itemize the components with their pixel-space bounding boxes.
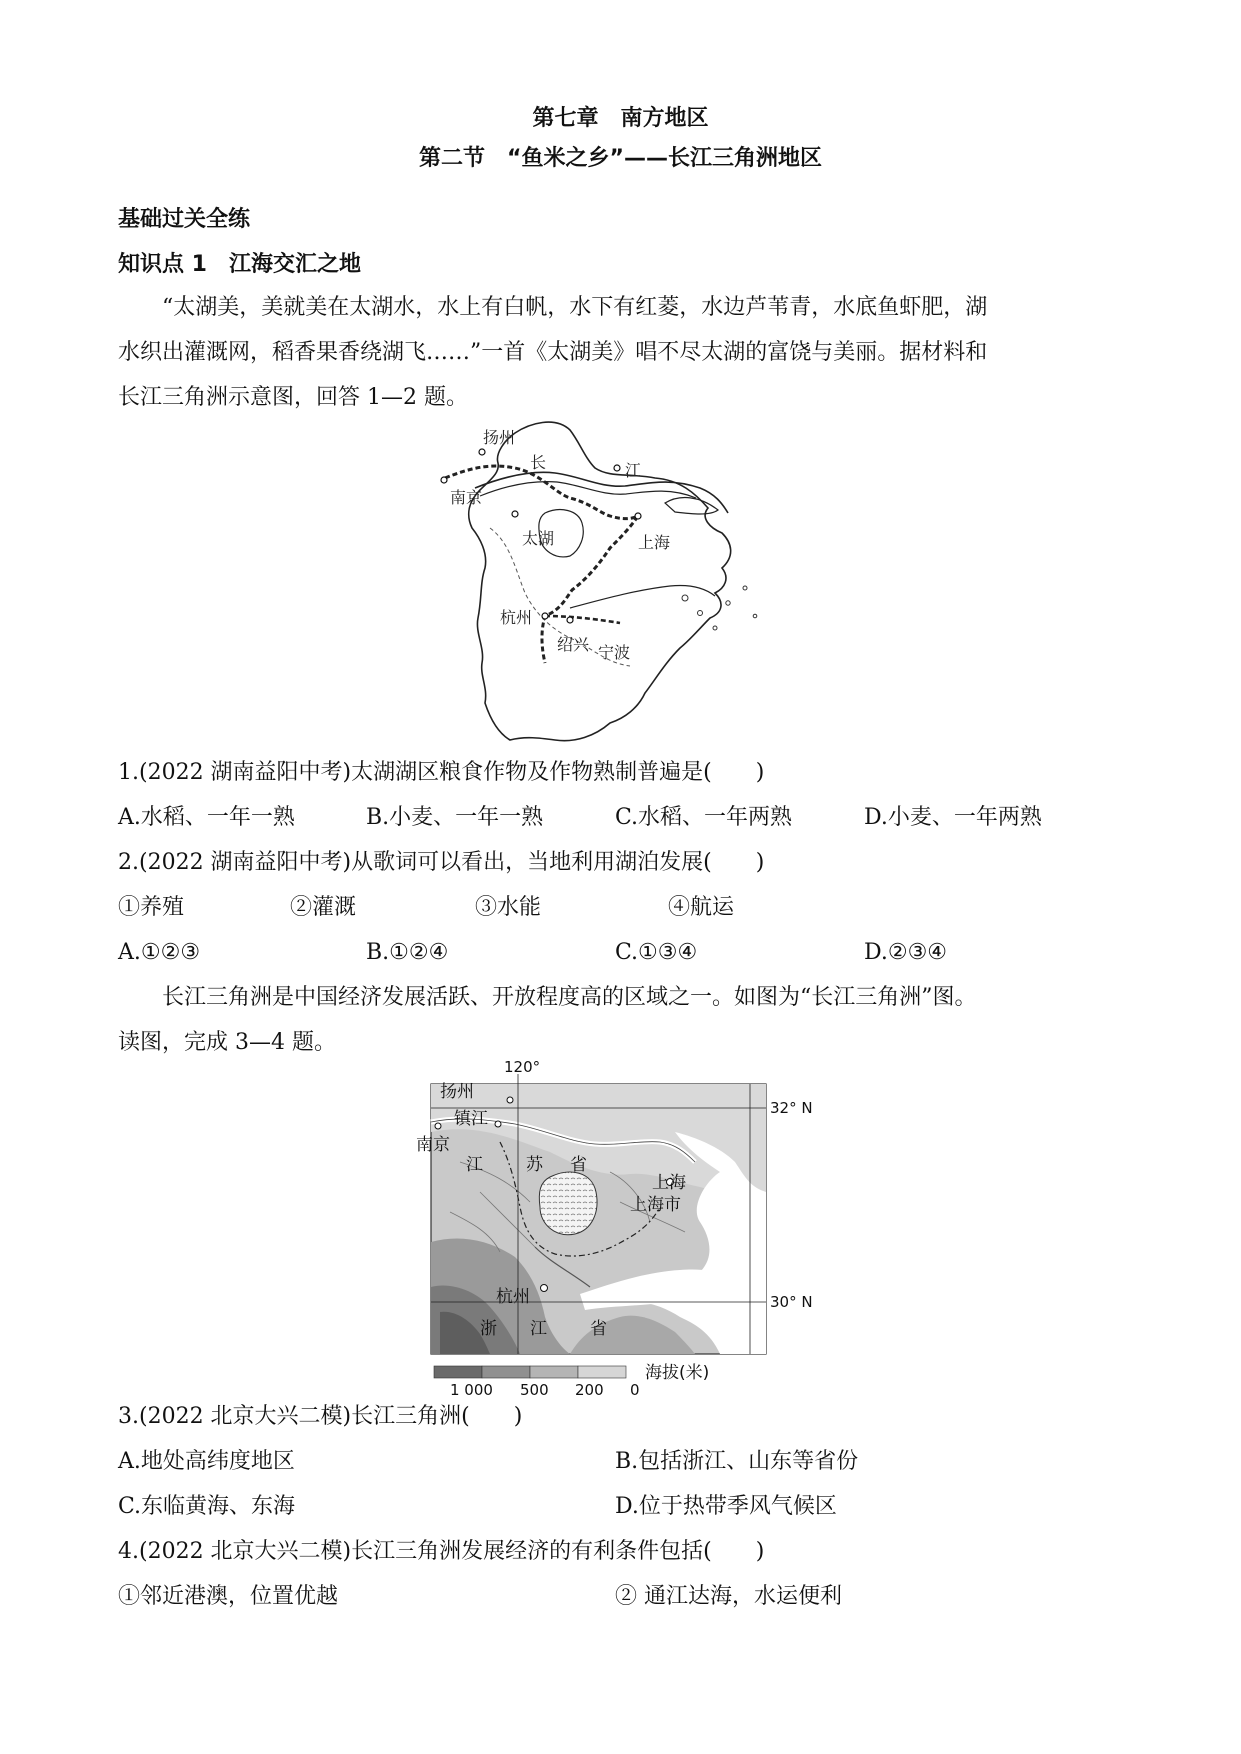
map1-label-shanghai: 上海 <box>638 533 671 552</box>
nanjing-point <box>435 1123 441 1129</box>
q2-item-1: ①养殖 <box>118 895 185 920</box>
map2-label-jiangsu-3: 省 <box>570 1155 587 1175</box>
q4-stem: 4.(2022 北京大兴二模)长江三角洲发展经济的有利条件包括( ) <box>118 1539 765 1564</box>
map2-label-jiangsu-1: 江 <box>466 1155 483 1175</box>
chongming-island <box>665 498 718 514</box>
q3-option-a[interactable]: A.地处高纬度地区 <box>118 1449 295 1474</box>
shaoxing-point <box>567 617 573 623</box>
map2-label-jiangsu-2: 苏 <box>526 1155 543 1175</box>
map2-label-zhejiang-1: 浙 <box>480 1319 497 1339</box>
elevation-legend <box>434 1363 709 1399</box>
material2-line2: 读图，完成 3—4 题。 <box>118 1030 336 1055</box>
taihu-point <box>512 511 518 517</box>
latitude-30n-label: 30° N <box>770 1293 813 1311</box>
q1-option-d[interactable]: D.小麦、一年两熟 <box>864 805 1042 830</box>
q1-option-b[interactable]: B.小麦、一年一熟 <box>366 805 544 830</box>
latitude-32n-label: 32° N <box>770 1099 813 1117</box>
q2-option-b[interactable]: B.①②④ <box>366 940 449 965</box>
zhenjiang-point <box>495 1121 501 1127</box>
map1-label-taihu: 太湖 <box>522 529 555 548</box>
map2-label-nanjing: 南京 <box>416 1135 450 1155</box>
q3-option-c[interactable]: C.东临黄海、东海 <box>118 1494 296 1519</box>
jiang-point <box>614 465 620 471</box>
taihu-lake <box>539 1172 597 1235</box>
legend-swatch-1 <box>434 1366 482 1378</box>
q3-stem: 3.(2022 北京大兴二模)长江三角洲( ) <box>118 1404 523 1429</box>
practice-title: 基础过关全练 <box>118 207 251 232</box>
yangzhou-point <box>507 1097 513 1103</box>
legend-tick-500: 500 <box>520 1381 549 1399</box>
map1-label-hangzhou: 杭州 <box>500 608 533 627</box>
map2-label-yangzhou: 扬州 <box>440 1082 474 1102</box>
shanghai-point <box>635 513 641 519</box>
q4-item-2: ② 通江达海，水运便利 <box>615 1584 842 1609</box>
map1-label-jiang: 江 <box>625 461 642 480</box>
legend-unit: 海拔(米) <box>645 1363 710 1383</box>
material1-line2: 水织出灌溉网，稻香果香绕湖飞……”一首《太湖美》唱不尽太湖的富饶与美丽。据材料和 <box>118 340 988 365</box>
land-outline <box>469 422 731 741</box>
q2-item-2: ②灌溉 <box>290 895 357 920</box>
hangzhou-bay <box>570 585 715 608</box>
map1-label-chang: 长 <box>530 453 547 472</box>
knowledge-point-title: 知识点 1 江海交汇之地 <box>118 252 361 277</box>
q1-option-a[interactable]: A.水稻、一年一熟 <box>118 805 295 830</box>
legend-swatch-3 <box>530 1366 578 1378</box>
section-title: 第二节 “鱼米之乡”——长江三角洲地区 <box>419 146 822 171</box>
q1-stem: 1.(2022 湖南益阳中考)太湖湖区粮食作物及作物熟制普遍是( ) <box>118 760 765 785</box>
yangtze-delta-sketch-map <box>450 418 790 748</box>
legend-tick-200: 200 <box>575 1381 604 1399</box>
material2-line1: 长江三角洲是中国经济发展活跃、开放程度高的区域之一。如图为“长江三角洲”图。 <box>162 985 977 1010</box>
map2-label-shanghai-city: 上海市 <box>630 1195 681 1215</box>
map2-label-shanghai: 上海 <box>652 1173 686 1193</box>
q3-option-d[interactable]: D.位于热带季风气候区 <box>615 1494 837 1519</box>
q4-item-1: ①邻近港澳，位置优越 <box>118 1584 339 1609</box>
legend-swatch-2 <box>482 1366 530 1378</box>
q2-option-c[interactable]: C.①③④ <box>615 940 698 965</box>
yangzhou-point <box>479 449 485 455</box>
chapter-title: 第七章 南方地区 <box>532 106 709 131</box>
legend-swatch-4 <box>578 1366 626 1378</box>
map2-label-zhenjiang: 镇江 <box>454 1109 488 1129</box>
yangtze-delta-elevation-map <box>416 1058 820 1399</box>
nanjing-point <box>441 477 447 483</box>
map1-label-ningbo: 宁波 <box>598 643 631 662</box>
map2-label-zhejiang-2: 江 <box>530 1319 547 1339</box>
longitude-120-label: 120° <box>504 1058 541 1076</box>
map1-label-yangzhou: 扬州 <box>483 428 516 447</box>
q2-item-3: ③水能 <box>475 895 542 920</box>
q2-stem: 2.(2022 湖南益阳中考)从歌词可以看出，当地利用湖泊发展( ) <box>118 850 765 875</box>
map1-label-shaoxing: 绍兴 <box>557 635 590 654</box>
material1-line3: 长江三角洲示意图，回答 1—2 题。 <box>118 385 468 410</box>
legend-tick-1000: 1 000 <box>450 1381 493 1399</box>
map2-label-hangzhou: 杭州 <box>496 1287 530 1307</box>
q3-option-b[interactable]: B.包括浙江、山东等省份 <box>615 1449 859 1474</box>
hangzhou-point <box>541 1285 548 1292</box>
material1-line1: “太湖美，美就美在太湖水，水上有白帆，水下有红菱，水边芦苇青，水底鱼虾肥，湖 <box>162 295 988 320</box>
q2-item-4: ④航运 <box>668 895 735 920</box>
legend-tick-0: 0 <box>630 1381 640 1399</box>
map1-label-nanjing: 南京 <box>450 488 483 507</box>
q1-option-c[interactable]: C.水稻、一年两熟 <box>615 805 793 830</box>
map2-label-zhejiang-3: 省 <box>590 1319 607 1339</box>
hangzhou-point <box>542 613 548 619</box>
q2-option-a[interactable]: A.①②③ <box>118 940 201 965</box>
q2-option-d[interactable]: D.②③④ <box>864 940 948 965</box>
